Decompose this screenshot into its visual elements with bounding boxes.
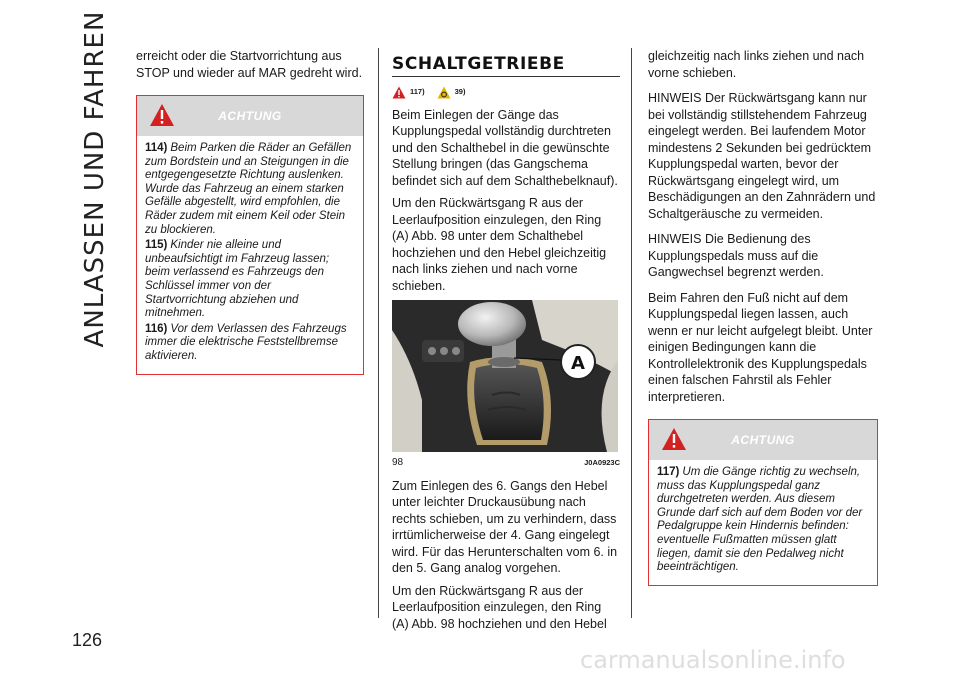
paragraph: HINWEIS Die Bedienung des Kupplungspedals muss auf die Gangwechsel begrenzt werden. bbox=[648, 232, 824, 279]
warning-body bbox=[649, 460, 877, 585]
paragraph: Um den Rückwärtsgang R aus der Leerlaufposition einzulegen, den Ring (A) Abb. 98 hochziehen und den Hebel bbox=[392, 583, 607, 631]
warning-header bbox=[137, 96, 363, 136]
paragraph: Beim Fahren den Fuß nicht auf dem Kupplungspedal liegen lassen, auch wenn er nur leicht aufgelegt bleibt. Unter einigen Bedingungen kann die Kontrollelektronik des Kupplungspedals einen falschen Fahrstil als Fehler interpretieren. bbox=[648, 290, 873, 404]
paragraph: gleichzeitig nach links ziehen und nach vorne schieben. bbox=[648, 49, 865, 80]
page-number: 126 bbox=[72, 630, 103, 650]
column-3 bbox=[648, 48, 878, 586]
caution-triangle-icon bbox=[437, 86, 451, 99]
warning-header bbox=[649, 420, 877, 460]
paragraph: Zum Einlegen des 6. Gangs den Hebel unter leichter Druckausübung nach rechts schieben, um zu verhindern, dass irrtümlicherweise der 4. Gang eingelegt wird. Für das Herunterschalten vom 6. in den 5. Gang analog vorgehen. bbox=[392, 478, 618, 575]
warning-item-number: 116) bbox=[145, 322, 168, 335]
paragraph: HINWEIS Der Rückwärtsgang kann nur bei vollständig stillstehendem Fahrzeug eingelegt werden. Bei laufendem Motor mindestens 2 Sekunden bei gedrücktem Kupplungspedal warten, bevor der Rückwärtsgang eingelegt wird, um Beschädigungen an den Zahnrädern und Schaltgeräusche zu vermeiden. bbox=[648, 91, 876, 221]
paragraph: erreicht oder die Startvorrichtung aus STOP und wieder auf MAR gedreht wird. bbox=[136, 49, 363, 80]
warning-triangle-icon bbox=[149, 103, 175, 127]
section-title-vertical bbox=[78, 10, 112, 348]
warning-title: ACHTUNG bbox=[731, 432, 795, 447]
section-title-text: ANLASSEN UND FAHREN bbox=[80, 10, 110, 348]
gear-shift-illustration bbox=[392, 300, 618, 452]
column-divider bbox=[631, 48, 632, 618]
warning-item-number: 115) bbox=[145, 239, 168, 252]
warning-item-number: 114) bbox=[145, 142, 168, 154]
heading-schaltgetriebe: SCHALTGETRIEBE bbox=[392, 56, 620, 77]
warning-box bbox=[136, 95, 364, 375]
warning-item bbox=[145, 239, 355, 321]
paragraph: Beim Einlegen der Gänge das Kupplungspedal vollständig durchtreten und den Schalthebel in die gewünschte Stellung bringen (das Gangschema befindet sich auf dem Schalthebelknauf). bbox=[392, 107, 618, 188]
paragraph: Um den Rückwärtsgang R aus der Leerlaufposition einzulegen, den Ring (A) Abb. 98 unter dem Schalthebel hochziehen und den Hebel gleichzeitig nach links ziehen und nach vorne schieben. bbox=[392, 196, 607, 293]
footer-watermark: carmanualsonline.info bbox=[580, 646, 846, 674]
figure-number: 98 bbox=[392, 457, 404, 468]
warning-triangle-icon bbox=[392, 86, 406, 99]
reference-icons bbox=[392, 83, 620, 103]
column-2 bbox=[392, 56, 620, 638]
warning-body bbox=[137, 136, 363, 374]
column-1 bbox=[136, 48, 364, 375]
reference-number: 117) bbox=[410, 87, 425, 97]
figure-code: J0A0923C bbox=[584, 458, 620, 467]
warning-item bbox=[657, 466, 869, 575]
warning-item bbox=[145, 323, 355, 364]
warning-item-number: 117) bbox=[657, 466, 680, 478]
column-divider bbox=[378, 48, 379, 618]
warning-item-text: Vor dem Verlassen des Fahrzeugs immer die elektrische Feststellbremse aktivieren. bbox=[145, 322, 347, 362]
gear-shift-photo bbox=[392, 300, 618, 452]
reference-number: 39) bbox=[454, 87, 466, 97]
warning-item-text: Beim Parken die Räder an Gefällen zum Bordstein und an Steigungen in die entgegengesetzte Richtung auslenken. Wurde das Fahrzeug an einem starken Gefälle abgestellt, wird empfohlen, die Räder zudem mit einem Keil oder Stein zu blockieren. bbox=[145, 142, 352, 236]
warning-item bbox=[145, 142, 355, 237]
warning-item-text: Um die Gänge richtig zu wechseln, muss das Kupplungspedal ganz durchgetreten werden. Aus diesem Grunde darf sich auf dem Boden vor der Pedalgruppe kein Hindernis befinden: eventuelle Fußmatten müssen glatt liegen, damit sie den Pedalweg nicht beeinträchtigen. bbox=[657, 466, 863, 574]
warning-title: ACHTUNG bbox=[218, 108, 282, 123]
warning-box bbox=[648, 419, 878, 586]
figure-caption bbox=[392, 455, 620, 472]
warning-item-text: Kinder nie alleine und unbeaufsichtigt im Fahrzeug lassen; beim verlassend es Fahrzeugs den Schlüssel immer von der Startvorrichtung abziehen und mitnehmen. bbox=[145, 239, 330, 320]
figure-label-a: A bbox=[571, 353, 585, 374]
warning-triangle-icon bbox=[661, 427, 687, 451]
